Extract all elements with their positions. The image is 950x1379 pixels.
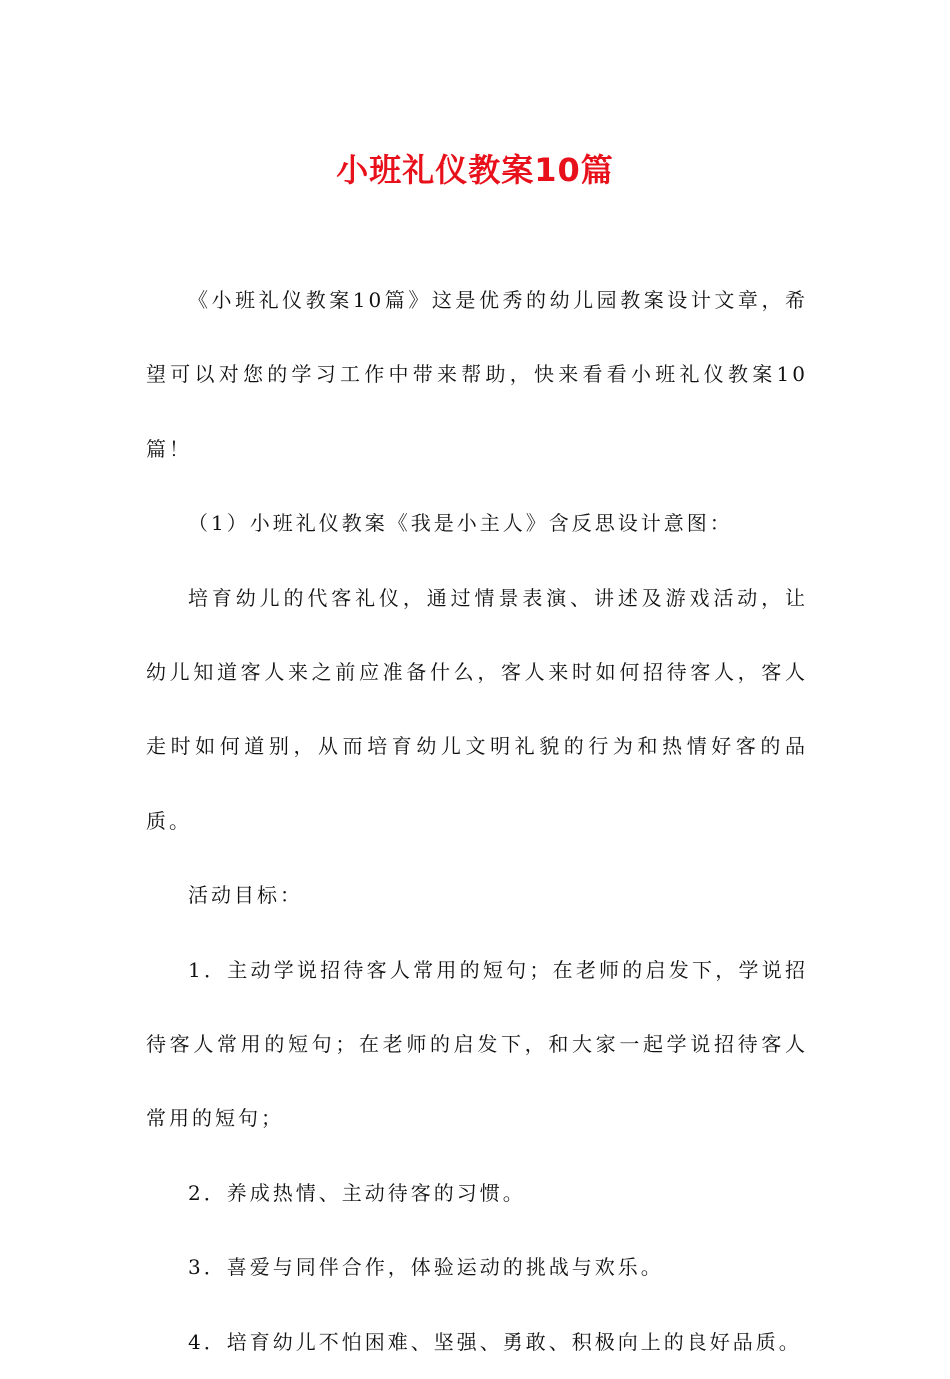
- paragraph-section-heading: （1）小班礼仪教案《我是小主人》含反思设计意图：: [188, 511, 733, 536]
- paragraph-goal-1: 1．主动学说招待客人常用的短句；在老师的启发下，学说招待客人常用的短句；在老师的启发下，和大家一起学说招待客人常用的短句；: [146, 957, 808, 1131]
- document-title: 小班礼仪教案10篇: [336, 151, 614, 189]
- paragraph-goal-3: 3．喜爱与同伴合作，体验运动的挑战与欢乐。: [188, 1255, 664, 1280]
- paragraph-design-intent: 培育幼儿的代客礼仪，通过情景表演、讲述及游戏活动，让幼儿知道客人来之前应准备什么，客人来时如何招待客人，客人走时如何道别，从而培育幼儿文明礼貌的行为和热情好客的品质。: [146, 585, 808, 833]
- document-body: [146, 263, 808, 1379]
- paragraph-goal-2: 2．养成热情、主动待客的习惯。: [188, 1180, 526, 1205]
- paragraph-intro: 《小班礼仪教案10篇》这是优秀的幼儿园教案设计文章，希望可以对您的学习工作中带来帮助，快来看看小班礼仪教案10篇！: [146, 288, 808, 461]
- paragraph-goal-4: 4．培育幼儿不怕困难、坚强、勇敢、积极向上的良好品质。: [188, 1329, 802, 1354]
- paragraph-goals-heading: 活动目标：: [188, 883, 303, 908]
